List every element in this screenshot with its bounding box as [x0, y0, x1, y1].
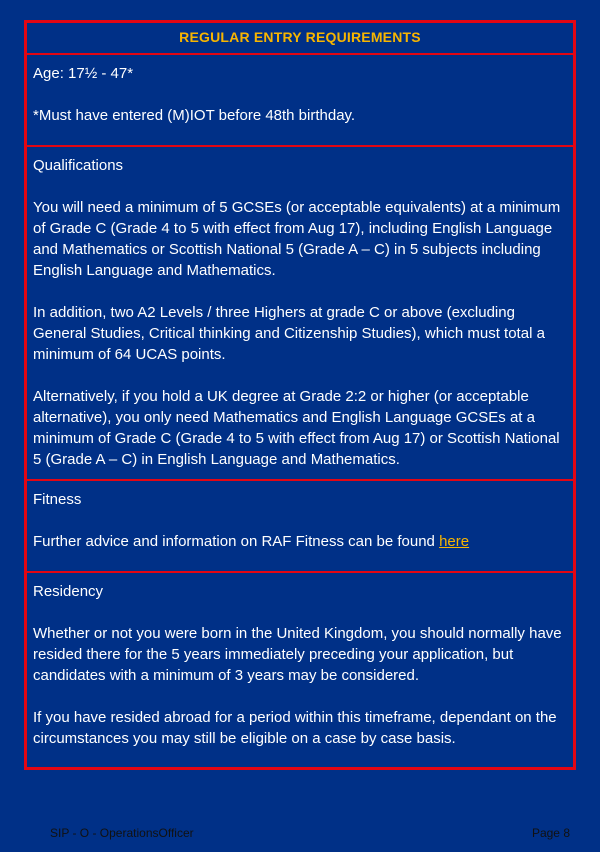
table-title: REGULAR ENTRY REQUIREMENTS — [179, 29, 421, 45]
footer-page-number: Page 8 — [531, 826, 570, 840]
qualifications-heading: Qualifications — [33, 157, 124, 174]
fitness-heading: Fitness — [33, 491, 82, 508]
qualifications-degree-text: Alternatively, if you hold a UK degree at Grade 2:2 or higher (or acceptable alternative), you only need Mathematics and English Language GCSEs at a minimum of Grade C (Grade 4 to 5 with effect from Aug 17) or Scottish National 5 (Grade A – C) in English Language and Mathematics. — [33, 388, 560, 468]
residency-section — [27, 571, 573, 767]
qualifications-section — [27, 145, 573, 479]
requirements-table — [24, 20, 576, 770]
residency-uk-text: Whether or not you were born in the United Kingdom, you should normally have resided there for the 5 years immediately preceding your application, but candidates with a minimum of 3 years may be considered. — [33, 625, 562, 684]
table-header-row — [27, 23, 573, 53]
qualifications-gcse-text: You will need a minimum of 5 GCSEs (or acceptable equivalents) at a minimum of Grade C (Grade 4 to 5 with effect from Aug 17), including English Language and Mathematics or Scottish National 5 (Grade A – C) in 5 subjects including English Language and Mathematics. — [33, 199, 561, 279]
residency-abroad-text: If you have resided abroad for a period within this timeframe, dependant on the circumstances you may still be eligible on a case by case basis. — [33, 709, 557, 747]
residency-heading: Residency — [33, 583, 104, 600]
age-note: *Must have entered (M)IOT before 48th birthday. — [33, 107, 356, 124]
fitness-section — [27, 479, 573, 571]
fitness-info-text: Further advice and information on RAF Fitness can be found — [33, 533, 440, 550]
age-range: Age: 17½ - 47* — [33, 65, 134, 82]
fitness-here-link[interactable]: here — [439, 533, 470, 550]
qualifications-a-level-text: In addition, two A2 Levels / three Highers at grade C or above (excluding General Studies, Critical thinking and Citizenship Studies), which must total a minimum of 64 UCAS points. — [33, 304, 545, 363]
fitness-text — [33, 531, 567, 552]
footer-document-id: SIP - O - OperationsOfficer — [50, 826, 194, 840]
age-section — [27, 53, 573, 145]
